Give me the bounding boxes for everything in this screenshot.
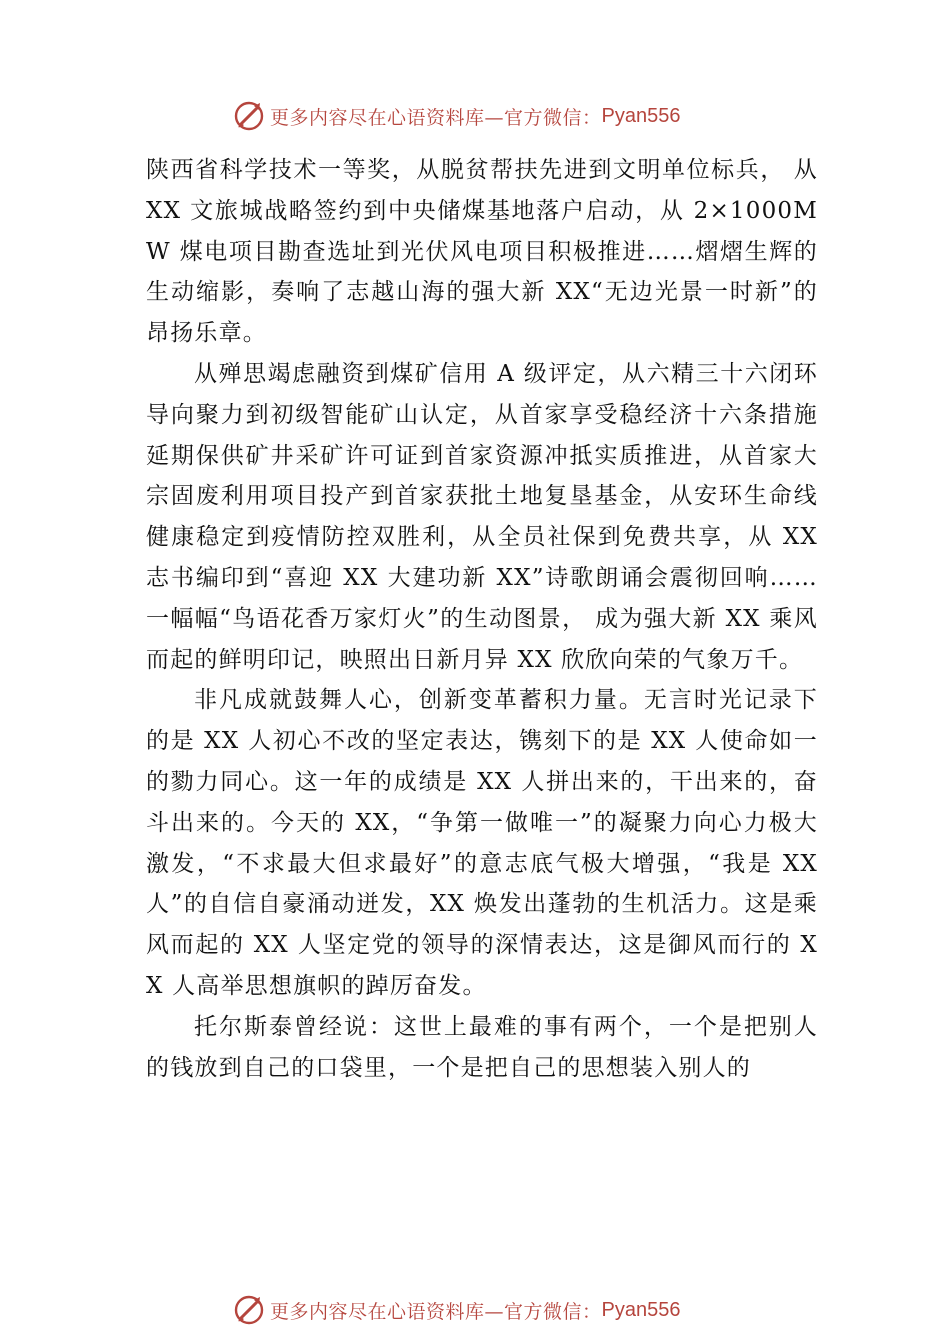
header-banner	[232, 96, 680, 136]
paragraph-4: 托尔斯泰曾经说：这世上最难的事有两个，一个是把别人的钱放到自己的口袋里，一个是把自己的思想装入别人的	[146, 1013, 818, 1081]
footer-banner	[232, 1290, 680, 1330]
footer-text: 更多内容尽在心语资料库—官方微信：	[270, 1300, 602, 1323]
brush-logo-icon	[232, 1293, 266, 1327]
brush-logo-icon	[232, 99, 266, 133]
page-header	[0, 96, 950, 136]
header-wechat-id: Pyan556	[601, 104, 681, 127]
document-body	[146, 150, 818, 1088]
footer-wechat-id: Pyan556	[601, 1298, 681, 1321]
paragraph-1: 陕西省科学技术一等奖，从脱贫帮扶先进到文明单位标兵， 从 XX 文旅城战略签约到中央储煤基地落户启动，从 2×1000MW 煤电项目勘查选址到光伏风电项目积极推进……熠熠生辉的生动缩影，奏响了志越山海的强大新 XX“无边光景一时新”的昂扬乐章。	[146, 157, 818, 347]
page-footer	[0, 1290, 950, 1330]
paragraph-3: 非凡成就鼓舞人心，创新变革蓄积力量。无言时光记录下的是 XX 人初心不改的坚定表达，镌刻下的是 XX 人使命如一的勠力同心。这一年的成绩是 XX 人拼出来的，干出来的，奋斗出来的。今天的 XX，“争第一做唯一”的凝聚力向心力极大激发，“不求最大但求最好”的意志底气极大增强，“我是 XX 人”的自信自豪涌动迸发，XX 焕发出蓬勃的生机活力。这是乘风而起的 XX 人坚定党的领导的深情表达，这是御风而行的 XX 人高举思想旗帜的踔厉奋发。	[146, 687, 818, 999]
paragraph-2: 从殚思竭虑融资到煤矿信用 A 级评定，从六精三十六闭环导向聚力到初级智能矿山认定，从首家享受稳经济十六条措施延期保供矿井采矿许可证到首家资源冲抵实质推进，从首家大宗固废利用项目投产到首家获批土地复垦基金，从安环生命线健康稳定到疫情防控双胜利，从全员社保到免费共享，从 XX 志书编印到“喜迎 XX 大建功新 XX”诗歌朗诵会震彻回响……一幅幅“鸟语花香万家灯火”的生动图景， 成为强大新 XX 乘风而起的鲜明印记，映照出日新月异 XX 欣欣向荣的气象万千。	[146, 360, 818, 673]
header-text: 更多内容尽在心语资料库—官方微信：	[270, 106, 602, 129]
